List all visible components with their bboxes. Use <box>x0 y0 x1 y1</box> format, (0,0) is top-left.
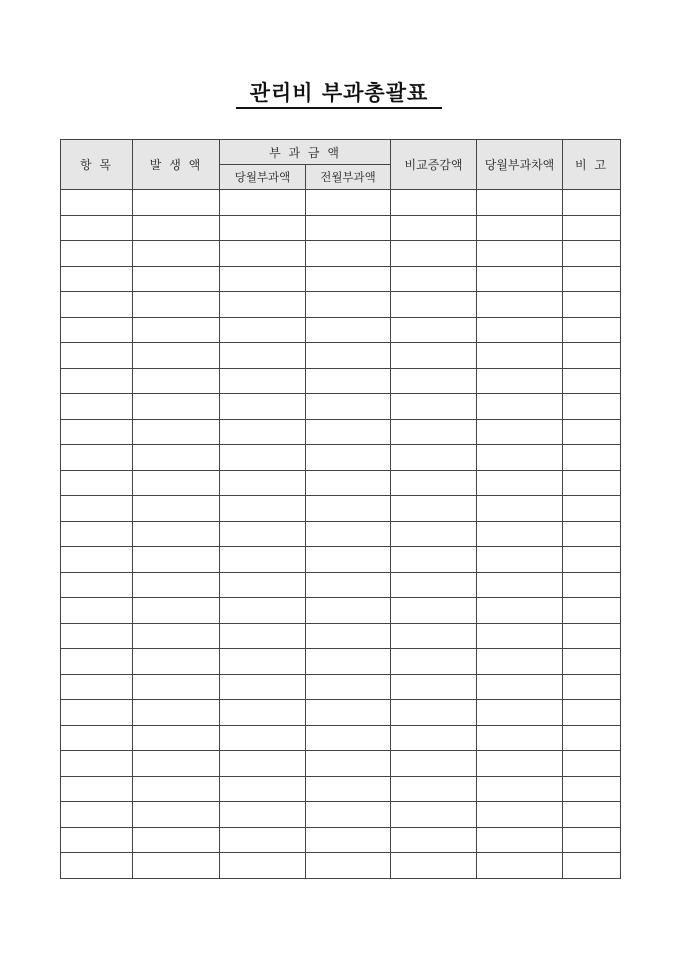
cell-previous-month <box>306 725 391 751</box>
cell-remarks <box>563 215 621 241</box>
cell-previous-month <box>306 649 391 675</box>
cell-item <box>61 215 133 241</box>
cell-current-month <box>220 521 306 547</box>
header-row-top <box>61 140 621 165</box>
cell-incurred <box>133 700 220 726</box>
cell-item <box>61 649 133 675</box>
cell-incurred <box>133 802 220 828</box>
cell-incurred <box>133 394 220 420</box>
table-row <box>61 215 621 241</box>
cell-current-month <box>220 190 306 216</box>
cell-item <box>61 445 133 471</box>
cell-item <box>61 292 133 318</box>
cell-previous-month <box>306 317 391 343</box>
cell-remarks <box>563 419 621 445</box>
cell-previous-month <box>306 623 391 649</box>
cell-current-difference <box>477 649 563 675</box>
table-row <box>61 470 621 496</box>
header-current-difference: 당월부과차액 <box>477 140 563 190</box>
header-remarks: 비 고 <box>563 140 621 190</box>
cell-change <box>391 521 477 547</box>
cell-current-month <box>220 802 306 828</box>
table-row <box>61 521 621 547</box>
cell-incurred <box>133 572 220 598</box>
cell-current-difference <box>477 190 563 216</box>
cell-change <box>391 725 477 751</box>
cell-remarks <box>563 241 621 267</box>
cell-current-difference <box>477 419 563 445</box>
summary-table <box>60 139 621 879</box>
table-row <box>61 190 621 216</box>
cell-previous-month <box>306 674 391 700</box>
cell-remarks <box>563 649 621 675</box>
cell-item <box>61 521 133 547</box>
cell-current-difference <box>477 266 563 292</box>
table-row <box>61 419 621 445</box>
cell-remarks <box>563 394 621 420</box>
cell-remarks <box>563 266 621 292</box>
table-header <box>61 140 621 190</box>
cell-previous-month <box>306 394 391 420</box>
table-row <box>61 394 621 420</box>
cell-previous-month <box>306 853 391 879</box>
cell-item <box>61 394 133 420</box>
cell-incurred <box>133 343 220 369</box>
table-row <box>61 445 621 471</box>
cell-current-difference <box>477 394 563 420</box>
cell-change <box>391 343 477 369</box>
cell-current-month <box>220 445 306 471</box>
cell-current-month <box>220 215 306 241</box>
cell-change <box>391 266 477 292</box>
cell-item <box>61 317 133 343</box>
cell-current-month <box>220 700 306 726</box>
cell-incurred <box>133 215 220 241</box>
cell-remarks <box>563 827 621 853</box>
cell-item <box>61 547 133 573</box>
cell-item <box>61 496 133 522</box>
cell-change <box>391 700 477 726</box>
cell-incurred <box>133 496 220 522</box>
table-row <box>61 649 621 675</box>
cell-current-month <box>220 853 306 879</box>
title-underline <box>236 107 442 109</box>
cell-current-month <box>220 547 306 573</box>
cell-previous-month <box>306 368 391 394</box>
table-row <box>61 827 621 853</box>
cell-change <box>391 368 477 394</box>
cell-current-month <box>220 368 306 394</box>
cell-current-difference <box>477 292 563 318</box>
cell-previous-month <box>306 827 391 853</box>
cell-item <box>61 674 133 700</box>
cell-current-difference <box>477 496 563 522</box>
cell-incurred <box>133 368 220 394</box>
table-row <box>61 368 621 394</box>
cell-change <box>391 547 477 573</box>
cell-remarks <box>563 343 621 369</box>
cell-incurred <box>133 649 220 675</box>
cell-incurred <box>133 419 220 445</box>
cell-remarks <box>563 598 621 624</box>
table-row <box>61 674 621 700</box>
table-row <box>61 802 621 828</box>
cell-change <box>391 827 477 853</box>
cell-current-difference <box>477 776 563 802</box>
cell-current-month <box>220 674 306 700</box>
table-row <box>61 598 621 624</box>
cell-change <box>391 853 477 879</box>
cell-incurred <box>133 241 220 267</box>
cell-remarks <box>563 572 621 598</box>
cell-previous-month <box>306 470 391 496</box>
table-row <box>61 292 621 318</box>
cell-item <box>61 241 133 267</box>
table-row <box>61 725 621 751</box>
header-change: 비교증감액 <box>391 140 477 190</box>
cell-current-month <box>220 623 306 649</box>
cell-previous-month <box>306 547 391 573</box>
cell-incurred <box>133 623 220 649</box>
cell-item <box>61 776 133 802</box>
cell-item <box>61 802 133 828</box>
cell-previous-month <box>306 343 391 369</box>
cell-item <box>61 598 133 624</box>
cell-item <box>61 470 133 496</box>
table-row <box>61 700 621 726</box>
cell-current-month <box>220 394 306 420</box>
cell-current-difference <box>477 241 563 267</box>
table-row <box>61 547 621 573</box>
table-row <box>61 751 621 777</box>
cell-current-month <box>220 649 306 675</box>
cell-previous-month <box>306 266 391 292</box>
cell-current-difference <box>477 445 563 471</box>
cell-item <box>61 700 133 726</box>
cell-previous-month <box>306 292 391 318</box>
cell-incurred <box>133 470 220 496</box>
table-row <box>61 776 621 802</box>
cell-remarks <box>563 547 621 573</box>
cell-previous-month <box>306 598 391 624</box>
cell-remarks <box>563 853 621 879</box>
cell-previous-month <box>306 700 391 726</box>
cell-change <box>391 598 477 624</box>
cell-item <box>61 572 133 598</box>
cell-incurred <box>133 751 220 777</box>
cell-item <box>61 368 133 394</box>
cell-current-difference <box>477 751 563 777</box>
cell-previous-month <box>306 190 391 216</box>
cell-current-difference <box>477 725 563 751</box>
cell-current-month <box>220 292 306 318</box>
table-row <box>61 266 621 292</box>
cell-current-difference <box>477 623 563 649</box>
table-row <box>61 241 621 267</box>
cell-incurred <box>133 776 220 802</box>
cell-current-difference <box>477 215 563 241</box>
cell-remarks <box>563 776 621 802</box>
cell-current-month <box>220 572 306 598</box>
cell-remarks <box>563 445 621 471</box>
cell-previous-month <box>306 496 391 522</box>
cell-current-month <box>220 751 306 777</box>
cell-change <box>391 802 477 828</box>
cell-change <box>391 419 477 445</box>
cell-current-month <box>220 776 306 802</box>
table-row <box>61 343 621 369</box>
cell-change <box>391 776 477 802</box>
cell-current-month <box>220 470 306 496</box>
cell-current-difference <box>477 521 563 547</box>
cell-item <box>61 853 133 879</box>
cell-change <box>391 445 477 471</box>
cell-current-month <box>220 496 306 522</box>
cell-current-month <box>220 266 306 292</box>
table-row <box>61 623 621 649</box>
cell-incurred <box>133 317 220 343</box>
cell-previous-month <box>306 445 391 471</box>
cell-remarks <box>563 470 621 496</box>
cell-item <box>61 190 133 216</box>
cell-previous-month <box>306 802 391 828</box>
header-charge-group: 부 과 금 액 <box>220 140 391 165</box>
cell-change <box>391 649 477 675</box>
table-row <box>61 496 621 522</box>
cell-remarks <box>563 674 621 700</box>
cell-current-difference <box>477 674 563 700</box>
cell-item <box>61 751 133 777</box>
header-previous-month: 전월부과액 <box>306 165 391 190</box>
table-row <box>61 853 621 879</box>
cell-current-month <box>220 317 306 343</box>
cell-current-difference <box>477 598 563 624</box>
cell-current-difference <box>477 827 563 853</box>
cell-incurred <box>133 190 220 216</box>
cell-current-difference <box>477 853 563 879</box>
cell-remarks <box>563 368 621 394</box>
cell-remarks <box>563 725 621 751</box>
table-row <box>61 317 621 343</box>
cell-current-difference <box>477 802 563 828</box>
cell-incurred <box>133 266 220 292</box>
cell-current-difference <box>477 368 563 394</box>
cell-incurred <box>133 674 220 700</box>
cell-previous-month <box>306 241 391 267</box>
cell-current-month <box>220 343 306 369</box>
header-current-month: 당월부과액 <box>220 165 306 190</box>
cell-remarks <box>563 623 621 649</box>
cell-previous-month <box>306 215 391 241</box>
cell-previous-month <box>306 751 391 777</box>
cell-incurred <box>133 445 220 471</box>
cell-current-difference <box>477 317 563 343</box>
cell-current-month <box>220 725 306 751</box>
cell-change <box>391 470 477 496</box>
cell-item <box>61 419 133 445</box>
cell-incurred <box>133 547 220 573</box>
cell-change <box>391 394 477 420</box>
cell-item <box>61 266 133 292</box>
cell-current-difference <box>477 547 563 573</box>
cell-item <box>61 725 133 751</box>
header-item: 항 목 <box>61 140 133 190</box>
cell-current-difference <box>477 343 563 369</box>
cell-current-month <box>220 827 306 853</box>
cell-item <box>61 623 133 649</box>
cell-remarks <box>563 190 621 216</box>
cell-item <box>61 827 133 853</box>
cell-previous-month <box>306 419 391 445</box>
cell-previous-month <box>306 521 391 547</box>
cell-incurred <box>133 827 220 853</box>
cell-change <box>391 674 477 700</box>
cell-previous-month <box>306 776 391 802</box>
table-body <box>61 190 621 879</box>
cell-current-difference <box>477 700 563 726</box>
cell-current-month <box>220 241 306 267</box>
cell-change <box>391 215 477 241</box>
cell-incurred <box>133 521 220 547</box>
cell-incurred <box>133 598 220 624</box>
cell-item <box>61 343 133 369</box>
cell-current-difference <box>477 470 563 496</box>
cell-current-month <box>220 419 306 445</box>
cell-incurred <box>133 853 220 879</box>
cell-remarks <box>563 292 621 318</box>
cell-change <box>391 190 477 216</box>
cell-current-month <box>220 598 306 624</box>
cell-remarks <box>563 700 621 726</box>
document-title: 관리비 부과총괄표 <box>249 80 429 105</box>
cell-remarks <box>563 317 621 343</box>
cell-change <box>391 751 477 777</box>
cell-remarks <box>563 496 621 522</box>
table-row <box>61 572 621 598</box>
header-incurred: 발 생 액 <box>133 140 220 190</box>
cell-remarks <box>563 521 621 547</box>
cell-change <box>391 572 477 598</box>
cell-change <box>391 241 477 267</box>
cell-previous-month <box>306 572 391 598</box>
cell-remarks <box>563 751 621 777</box>
cell-change <box>391 292 477 318</box>
cell-change <box>391 496 477 522</box>
cell-remarks <box>563 802 621 828</box>
cell-incurred <box>133 292 220 318</box>
cell-change <box>391 623 477 649</box>
cell-current-difference <box>477 572 563 598</box>
cell-change <box>391 317 477 343</box>
cell-incurred <box>133 725 220 751</box>
